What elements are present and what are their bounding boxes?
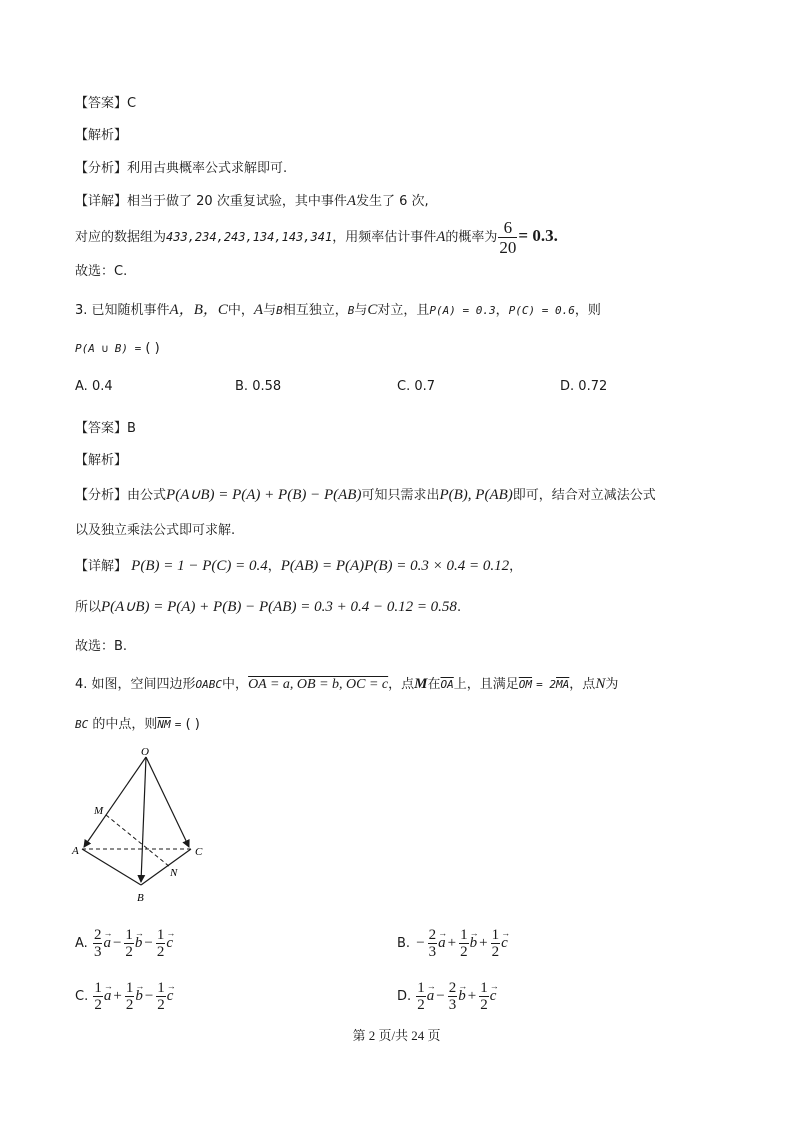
fraction-denominator: 3 bbox=[428, 944, 437, 960]
fraction-numerator: 1 bbox=[460, 927, 468, 943]
term-sign: − bbox=[144, 988, 154, 1004]
edge-ob bbox=[141, 757, 146, 882]
term-sign: + bbox=[113, 988, 122, 1004]
fraction-denominator: 2 bbox=[491, 944, 500, 960]
detail-label: 【详解】 bbox=[75, 559, 128, 574]
answer-value: C bbox=[127, 96, 137, 111]
stem-text: 3. 已知随机事件 bbox=[75, 303, 170, 318]
answer-blank: ( ) bbox=[185, 717, 200, 732]
event-a: A bbox=[436, 229, 446, 245]
q4-option-b[interactable] bbox=[397, 925, 511, 962]
data-text: ，用频率估计事件 bbox=[332, 230, 437, 245]
stem-text: ， bbox=[495, 303, 509, 318]
vector-b: b → bbox=[135, 978, 143, 1014]
q3-option-c[interactable] bbox=[397, 378, 435, 396]
stem-text: 与 bbox=[354, 303, 368, 318]
q2-fenxi-line bbox=[75, 160, 287, 178]
equals: = bbox=[174, 718, 182, 731]
vector-arrow-icon: → bbox=[438, 928, 448, 938]
vector-om: $\overline{OM}$ bbox=[518, 678, 533, 691]
term-sign: + bbox=[467, 988, 477, 1004]
so-label: 所以 bbox=[75, 600, 102, 615]
coefficient-fraction bbox=[448, 980, 458, 1013]
q3-conclusion: 故选：B. bbox=[75, 639, 128, 654]
q4-option-d[interactable] bbox=[397, 978, 499, 1015]
fraction-denominator: 2 bbox=[460, 944, 468, 960]
coefficient-fraction bbox=[416, 980, 426, 1013]
so-formula: P(A∪B) = P(A) + P(B) − P(AB) = 0.3 + 0.4 − 0.12 = 0.58 bbox=[101, 599, 457, 615]
label-a: A bbox=[72, 845, 79, 857]
fraction-denominator: 2 bbox=[94, 997, 102, 1013]
fraction-numerator: 2 bbox=[448, 980, 457, 996]
term-sign: + bbox=[479, 935, 488, 951]
q3-fenxi-line2: 以及独立乘法公式即可求解. bbox=[75, 523, 236, 538]
vector-c: c → bbox=[167, 978, 174, 1014]
union-formula: P(A∪B) = P(A) + P(B) − P(AB) bbox=[166, 487, 362, 503]
label-b: B bbox=[137, 892, 144, 904]
fraction-denominator: 3 bbox=[448, 997, 457, 1013]
stem-text: 中， bbox=[227, 303, 254, 318]
vector-arrow-icon: → bbox=[166, 981, 176, 991]
fraction-numerator: 1 bbox=[125, 927, 133, 943]
detail-text: 相当于做了 20 次重复试验，其中事件 bbox=[127, 194, 347, 209]
probability-fraction bbox=[498, 218, 517, 257]
stem-text: 4. 如图，空间四边形 bbox=[75, 677, 196, 692]
q3-detail-line bbox=[75, 557, 522, 576]
fraction-result: = 0.3. bbox=[518, 226, 558, 245]
stem-text: 中， bbox=[222, 677, 249, 692]
coefficient-fraction bbox=[491, 927, 501, 960]
fenxi-text: 利用古典概率公式求解即可. bbox=[127, 161, 288, 176]
term-sign: − bbox=[112, 935, 122, 951]
page-footer: 第 2 页/共 24 页 bbox=[352, 1028, 441, 1043]
coefficient-fraction bbox=[459, 927, 469, 960]
q3-so-line bbox=[75, 598, 461, 617]
detail-label: 【详解】 bbox=[75, 194, 128, 209]
q2-analysis-label: 【解析】 bbox=[75, 128, 128, 143]
option-label: D. bbox=[560, 379, 575, 394]
event-a: A bbox=[346, 193, 356, 209]
vector-nm: $\overline{NM}$ bbox=[157, 718, 171, 731]
option-value: 0.72 bbox=[578, 379, 608, 394]
detail-formula-pab: P(AB) = P(A)P(B) = 0.3 × 0.4 = 0.12 bbox=[280, 558, 510, 574]
point-n: N bbox=[595, 676, 606, 692]
vector-c: c → bbox=[501, 925, 508, 961]
vector-definitions: OA = a, OB = b, OC = c bbox=[248, 677, 389, 692]
label-m: M bbox=[94, 805, 104, 817]
vector-oa: $\overline{OA}$ bbox=[440, 678, 454, 691]
option-label: C. bbox=[75, 989, 93, 1004]
term-sign: − bbox=[436, 988, 445, 1004]
coefficient-fraction bbox=[125, 980, 135, 1013]
fraction-numerator: 1 bbox=[480, 980, 488, 996]
coefficient-fraction bbox=[124, 927, 134, 960]
option-label: B. bbox=[397, 936, 415, 951]
q3-stem-line2 bbox=[75, 340, 160, 358]
answer-label: 【答案】 bbox=[75, 421, 128, 436]
edge-bc bbox=[141, 849, 191, 885]
coefficient-fraction bbox=[93, 980, 103, 1013]
fraction-numerator: 1 bbox=[491, 927, 500, 943]
stem-text: 与 bbox=[263, 303, 277, 318]
detail-formula-pb: P(B) = 1 − P(C) = 0.4 bbox=[131, 558, 268, 574]
q2-conclusion: 故选：C. bbox=[75, 264, 128, 279]
option-label: A. bbox=[75, 936, 92, 951]
fraction-denominator: 2 bbox=[125, 997, 134, 1013]
answer-label: 【答案】 bbox=[75, 96, 128, 111]
option-value: 0.7 bbox=[414, 379, 436, 394]
fraction-denominator: 2 bbox=[417, 997, 425, 1013]
point-m: M bbox=[414, 676, 428, 692]
needed-terms: P(B), P(AB) bbox=[439, 487, 513, 503]
fraction-denominator: 3 bbox=[93, 944, 102, 960]
prob-union: P(A ∪ B) = bbox=[75, 342, 142, 355]
term-sign: + bbox=[447, 935, 457, 951]
detail-end: ， bbox=[509, 559, 523, 574]
segment-bc: BC bbox=[75, 718, 89, 731]
vector-arrow-icon: → bbox=[134, 928, 144, 938]
vector-c: c → bbox=[166, 925, 173, 961]
vector-a: a → bbox=[103, 925, 111, 961]
stem-text: 上，且满足 bbox=[453, 677, 519, 692]
vector-b: b → bbox=[470, 925, 478, 961]
fenxi-text: 可知只需求出 bbox=[361, 488, 440, 503]
equals-two: = 2 bbox=[536, 678, 557, 691]
vector-arrow-icon: → bbox=[489, 981, 499, 991]
q3-fenxi-line bbox=[75, 486, 656, 505]
stem-text: 对立，且 bbox=[377, 303, 430, 318]
vector-a: a → bbox=[438, 925, 446, 961]
q4-stem-line1 bbox=[75, 675, 618, 694]
coefficient-fraction bbox=[428, 927, 438, 960]
vector-arrow-icon: → bbox=[501, 928, 511, 938]
stem-text: ，点 bbox=[388, 677, 415, 692]
data-text: 对应的数据组为 bbox=[75, 230, 167, 245]
stem-text: 在 bbox=[427, 677, 441, 692]
data-values: 433,234,243,134,143,341 bbox=[166, 230, 333, 244]
fenxi-label: 【分析】 bbox=[75, 161, 128, 176]
stem-text: ，点 bbox=[569, 677, 596, 692]
q3-stem-line1 bbox=[75, 301, 601, 320]
fenxi-text: 由公式 bbox=[127, 488, 167, 503]
q3-option-a[interactable] bbox=[75, 378, 113, 396]
q3-answer-line bbox=[75, 420, 136, 438]
stem-text: ，则 bbox=[574, 303, 601, 318]
stem-text: 相互独立， bbox=[282, 303, 348, 318]
option-label: A. bbox=[75, 379, 88, 394]
data-text: 的概率为 bbox=[445, 230, 498, 245]
vector-arrow-icon: → bbox=[458, 981, 468, 991]
coefficient-fraction bbox=[479, 980, 489, 1013]
q3-option-d[interactable] bbox=[560, 378, 607, 396]
prob-pc: P(C) = 0.6 bbox=[508, 304, 575, 317]
q3-option-b[interactable] bbox=[235, 378, 281, 396]
fraction-numerator: 6 bbox=[498, 218, 517, 238]
var-c: C bbox=[367, 302, 378, 318]
var-b: B bbox=[347, 304, 355, 317]
quad-name: OABC bbox=[195, 678, 223, 691]
fraction-numerator: 1 bbox=[417, 980, 425, 996]
vector-b: b → bbox=[135, 925, 143, 961]
vector-ma: $\overline{MA}$ bbox=[556, 678, 570, 691]
answer-blank: ( ) bbox=[145, 341, 160, 356]
term-sign: − bbox=[144, 935, 153, 951]
answer-value: B bbox=[127, 421, 136, 436]
fenxi-text: 即可，结合对立减法公式 bbox=[512, 488, 656, 503]
prob-pa: P(A) = 0.3 bbox=[429, 304, 496, 317]
label-c: C bbox=[195, 846, 203, 858]
vector-arrow-icon: → bbox=[469, 928, 479, 938]
so-end: . bbox=[456, 600, 462, 615]
option-value: 0.58 bbox=[252, 379, 282, 394]
q2-data-line bbox=[75, 218, 558, 257]
fraction-numerator: 1 bbox=[157, 980, 165, 996]
fenxi-label: 【分析】 bbox=[75, 488, 128, 503]
q4-stem-line2 bbox=[75, 716, 200, 734]
fraction-numerator: 2 bbox=[428, 927, 437, 943]
fraction-denominator: 2 bbox=[156, 944, 165, 960]
vector-arrow-icon: → bbox=[103, 928, 113, 938]
q4-option-a[interactable] bbox=[75, 925, 176, 962]
coefficient-fraction bbox=[93, 927, 103, 960]
fraction-numerator: 2 bbox=[93, 927, 102, 943]
q3-analysis-label: 【解析】 bbox=[75, 453, 128, 468]
var-b: B bbox=[276, 304, 283, 317]
vector-b: b → bbox=[458, 978, 466, 1014]
label-n: N bbox=[170, 867, 178, 879]
vector-a: a → bbox=[427, 978, 435, 1014]
vector-arrow-icon: → bbox=[166, 928, 176, 938]
label-o: O bbox=[141, 746, 149, 758]
coefficient-fraction bbox=[156, 980, 166, 1013]
vector-arrow-icon: → bbox=[103, 981, 113, 991]
option-label: B. bbox=[235, 379, 249, 394]
term-sign: − bbox=[416, 935, 425, 951]
tetrahedron-figure bbox=[65, 745, 225, 910]
option-label: C. bbox=[397, 379, 411, 394]
vector-arrow-icon: → bbox=[135, 981, 145, 991]
fraction-denominator: 2 bbox=[125, 944, 133, 960]
stem-text: 为 bbox=[605, 677, 619, 692]
option-value: 0.4 bbox=[91, 379, 113, 394]
vector-a: a → bbox=[104, 978, 112, 1014]
edge-oa bbox=[84, 757, 146, 847]
detail-text: 发生了 6 次, bbox=[356, 194, 429, 209]
fraction-numerator: 1 bbox=[125, 980, 134, 996]
fraction-denominator: 2 bbox=[157, 997, 165, 1013]
vector-c: c → bbox=[490, 978, 497, 1014]
detail-sep: ， bbox=[267, 559, 281, 574]
q4-option-c[interactable] bbox=[75, 978, 176, 1015]
fraction-numerator: 1 bbox=[156, 927, 165, 943]
q2-answer-line bbox=[75, 95, 136, 113]
segment-mn-dashed bbox=[106, 815, 170, 867]
edge-oc bbox=[146, 757, 189, 847]
q2-detail-line bbox=[75, 192, 429, 211]
option-label: D. bbox=[397, 989, 416, 1004]
edge-ab bbox=[82, 849, 141, 885]
stem-text: 的中点，则 bbox=[92, 717, 158, 732]
fraction-denominator: 2 bbox=[480, 997, 488, 1013]
fraction-numerator: 1 bbox=[94, 980, 102, 996]
coefficient-fraction bbox=[156, 927, 166, 960]
var-a: A bbox=[253, 302, 264, 318]
fraction-denominator: 20 bbox=[499, 238, 517, 257]
vector-arrow-icon: → bbox=[426, 981, 436, 991]
stem-vars: A，B，C bbox=[169, 302, 228, 318]
